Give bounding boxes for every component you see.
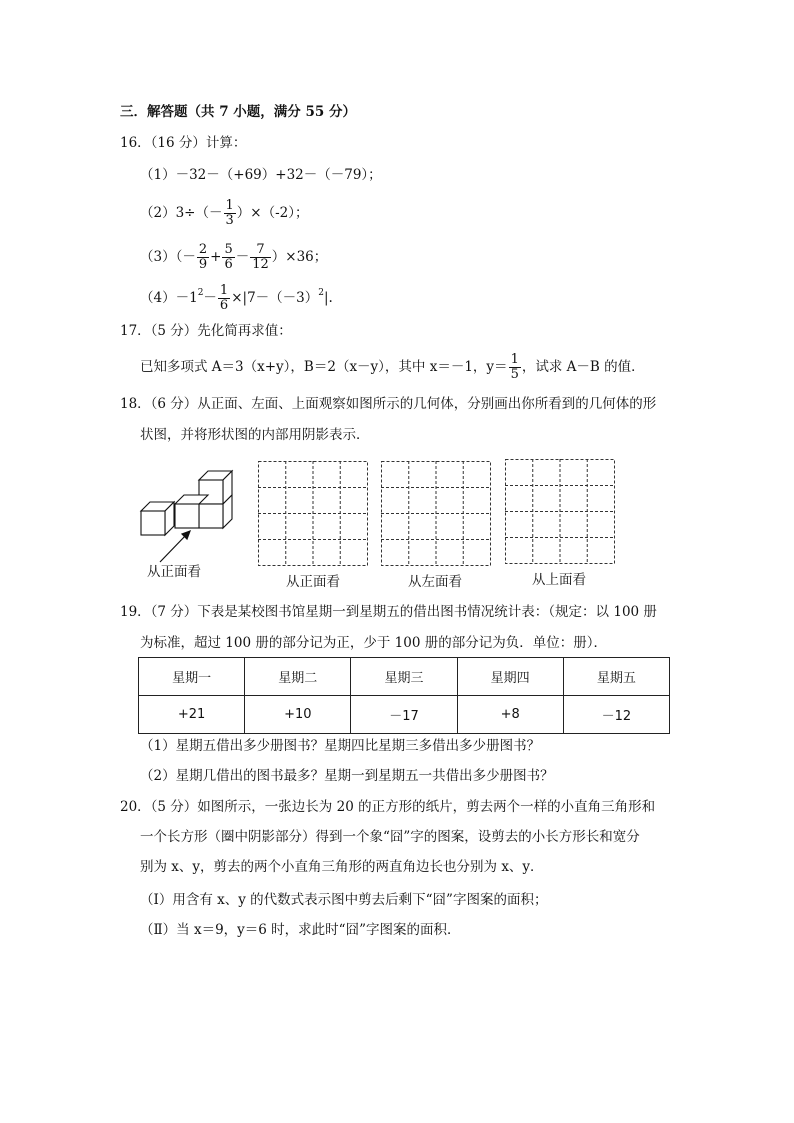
- table-header-cell: 星期二: [245, 658, 351, 696]
- q19-line2: 为标准，超过 100 册的部分记为正，少于 100 册的部分记为负．单位：册）．: [140, 635, 607, 651]
- table-header-cell: 星期五: [563, 658, 669, 696]
- library-table: [138, 657, 670, 734]
- left-view-grid: [381, 461, 493, 568]
- fraction: $\frac{1}{3}$: [225, 198, 234, 228]
- q17-body: 已知多项式 A＝3（x+y），B＝2（x－y），其中 x＝－1，y＝ $\frac{1}{5}$ ，试求 A－B 的值．: [140, 352, 645, 382]
- table-row: [139, 696, 670, 734]
- table-cell: +8: [457, 696, 563, 734]
- q20-line1: 20．（5 分）如图所示，一张边长为 20 的正方形的纸片，剪去两个一样的小直角三角形和: [120, 799, 656, 815]
- top-view-grid: [505, 459, 617, 566]
- q16-heading: 16．（16 分）计算：: [120, 135, 247, 151]
- q18-line2: 状图，并将形状图的内部用阴影表示．: [140, 427, 370, 443]
- q20-part1: （Ⅰ）用含有 x、y 的代数式表示图中剪去后剩下“囧”字图案的面积；: [140, 892, 548, 908]
- fraction: $\frac{2}{9}$: [198, 242, 208, 272]
- table-header-row: [139, 658, 670, 696]
- table-header-cell: 星期三: [351, 658, 457, 696]
- fraction: $\frac{1}{6}$: [219, 283, 229, 313]
- table-cell: +21: [139, 696, 245, 734]
- grid-caption-front: 从正面看: [286, 574, 340, 590]
- table-header-cell: 星期一: [139, 658, 245, 696]
- q16-part3: （3）（－ $\frac{2}{9}$ + $\frac{5}{6}$ － $\frac{7}{12}$ ）×36；: [140, 242, 328, 272]
- q20-part2: （Ⅱ）当 x＝9，y＝6 时，求此时“囧”字图案的面积．: [140, 922, 461, 938]
- q16-part1: （1）－32－（+69）+32－（－79）；: [140, 167, 382, 183]
- q17-heading: 17．（5 分）先化简再求值：: [120, 323, 292, 339]
- q16-part2: （2）3÷（－ $\frac{1}{3}$ ）×（-2）；: [140, 198, 309, 228]
- front-view-grid: [258, 461, 370, 568]
- q20-line2: 一个长方形（圈中阴影部分）得到一个象“囧”字的图案，设剪去的小长方形长和宽分: [140, 829, 640, 845]
- q19-part2: （2）星期几借出的图书最多？星期一到星期五一共借出多少册图书？: [140, 768, 554, 784]
- q16-part4: $(4)-1^2-$ $\frac{1}{6}$ $\times|7-(-3)^2|$.: [140, 283, 333, 313]
- section-title: 三．解答题（共 7 小题，满分 55 分）: [120, 104, 356, 120]
- q19-line1: 19．（7 分）下表是某校图书馆星期一到星期五的借出图书情况统计表：（规定：以 100 册: [120, 604, 657, 620]
- grid-caption-left: 从左面看: [408, 574, 462, 590]
- table-cell: －17: [351, 696, 457, 734]
- q19-part1: （1）星期五借出多少册图书？星期四比星期三多借出多少册图书？: [140, 738, 541, 754]
- table-header-cell: 星期四: [457, 658, 563, 696]
- q18-line1: 18．（6 分）从正面、左面、上面观察如图所示的几何体，分别画出你所看到的几何体的形: [120, 396, 657, 412]
- q20-line3: 别为 x、y，剪去的两个小直角三角形的两直角边长也分别为 x、y．: [140, 859, 544, 875]
- grid-caption-top: 从上面看: [532, 572, 586, 588]
- cube-solid-figure: [130, 460, 240, 570]
- table-cell: －12: [563, 696, 669, 734]
- fraction: $\frac{5}{6}$: [224, 242, 233, 272]
- table-cell: +10: [245, 696, 351, 734]
- fraction: $\frac{7}{12}$: [252, 242, 269, 272]
- fraction: $\frac{1}{5}$: [510, 352, 519, 382]
- solid-caption: 从正面看: [147, 564, 201, 580]
